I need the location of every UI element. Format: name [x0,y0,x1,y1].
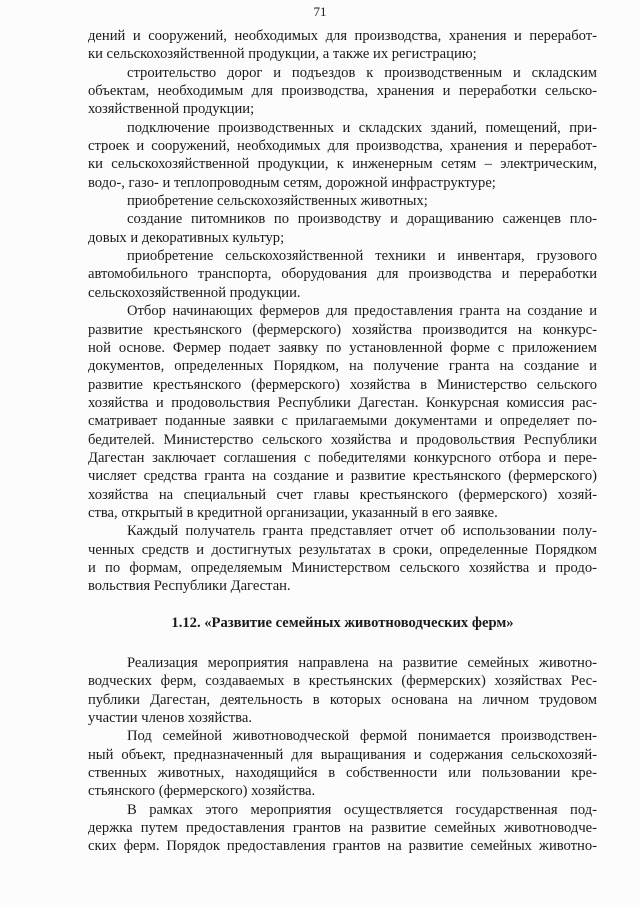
text-line: автомобильного транспорта, оборудования для производства и переработки [88,266,597,283]
text-line: сматривает поданные заявки с прилагаемыми документами и определяет по- [88,413,597,430]
text-line: ственных животных, находящийся в собственности или пользовании кре- [88,765,597,782]
paragraph [88,801,597,856]
text-line: стьянского (фермерского) хозяйства. [88,783,316,800]
text-line: публики Дагестан, деятельность в которых основана на личном трудовом [88,691,597,708]
text-line: ченных средств и достигнутых результатах в сроки, определенные Порядком [88,541,597,558]
text-line: Отбор начинающих фермеров для предоставления гранта на создание и [127,303,597,320]
paragraph [88,192,597,210]
text-line: подключение производственных и складских зданий, помещений, при- [127,119,597,136]
text-line: Под семейной животноводческой фермой понимается производствен- [127,728,597,745]
text-line: водо-, газо- и теплопроводным сетям, дорожной инфраструктуре; [88,174,496,191]
text-line: Реализация мероприятия направлена на развитие семейных животно- [127,655,597,671]
page-body [88,27,597,856]
text-line: водческих ферм, создаваемых в крестьянских (фермерских) хозяйствах Рес- [88,673,597,690]
text-line: развитие крестьянского (фермерского) хозяйства производится на конкурс- [88,321,597,338]
text-line: ских ферм. Порядок предоставления грантов на развитие семейных животно- [88,838,597,855]
section-heading: 1.12. «Развитие семейных животноводческих ферм» [171,614,514,631]
text-line: ства, открытый в кредитной организации, указанный в его заявке. [88,504,498,521]
text-line: ки сельскохозяйственной продукции, к инженерным сетям – электрическим, [88,156,597,173]
text-line: дений и сооружений, необходимых для производства, хранения и переработ- [88,28,597,44]
text-line: сельскохозяйственной продукции. [88,284,301,301]
text-line: приобретение сельскохозяйственных животных; [127,193,428,210]
text-line: создание питомников по производству и доращиванию саженцев пло- [127,211,597,228]
paragraph [88,302,597,522]
paragraph [88,27,597,64]
text-line: развитие крестьянского (фермерского) хозяйства в Министерство сельского [88,376,597,393]
text-line: объектам, необходимым для производства, хранения и переработки сельско- [88,83,597,100]
text-line: хозяйственной продукции; [88,101,255,118]
text-line: числяет средства гранта на создание и развитие крестьянского (фермерского) [88,468,597,485]
body-text-after-heading [88,654,597,856]
body-text-before-heading [88,27,597,596]
text-line: хозяйства на специальный счет главы крестьянского (фермерского) хозяй- [88,486,597,503]
text-line: Каждый получатель гранта представляет отчет об использовании полу- [127,523,597,540]
text-line: и по формам, определяемым Министерством сельского хозяйства и продо- [88,559,597,576]
text-line: хозяйства и продовольствия Республики Дагестан. Конкурсная комиссия рас- [88,394,597,411]
text-line: В рамках этого мероприятия осуществляется государственная под- [127,801,597,818]
paragraph [88,119,597,192]
text-line: Дагестан заключает соглашения с победителями конкурсного отбора и пере- [88,449,597,466]
text-line: бедителей. Министерство сельского хозяйства и продовольствия Республики [88,431,597,448]
text-line: участии членов хозяйства. [88,710,252,727]
text-line: строек и сооружений, необходимых для производства, хранения и переработ- [88,138,597,155]
text-line: ки сельскохозяйственной продукции, а также их регистрацию; [88,46,477,63]
page-number: 71 [313,4,327,19]
paragraph [88,654,597,727]
paragraph [88,210,597,247]
paragraph [88,522,597,595]
text-line: держка путем предоставления грантов на развитие семейных животноводче- [88,820,597,837]
text-line: приобретение сельскохозяйственной техники и инвентаря, грузового [127,248,597,265]
paragraph [88,64,597,119]
text-line: строительство дорог и подъездов к производственным и складским [127,64,597,81]
paragraph [88,727,597,800]
text-line: вольствия Республики Дагестан. [88,578,291,595]
paragraph [88,247,597,302]
text-line: довых и декоративных культур; [88,229,285,246]
text-line: ный объект, предназначенный для выращивания и содержания сельскохозяй- [88,746,597,763]
text-line: документов, определенных Порядком, на получение гранта на создание и [88,358,597,375]
text-line: ной основе. Фермер подает заявку по установленной форме с приложением [88,339,597,356]
